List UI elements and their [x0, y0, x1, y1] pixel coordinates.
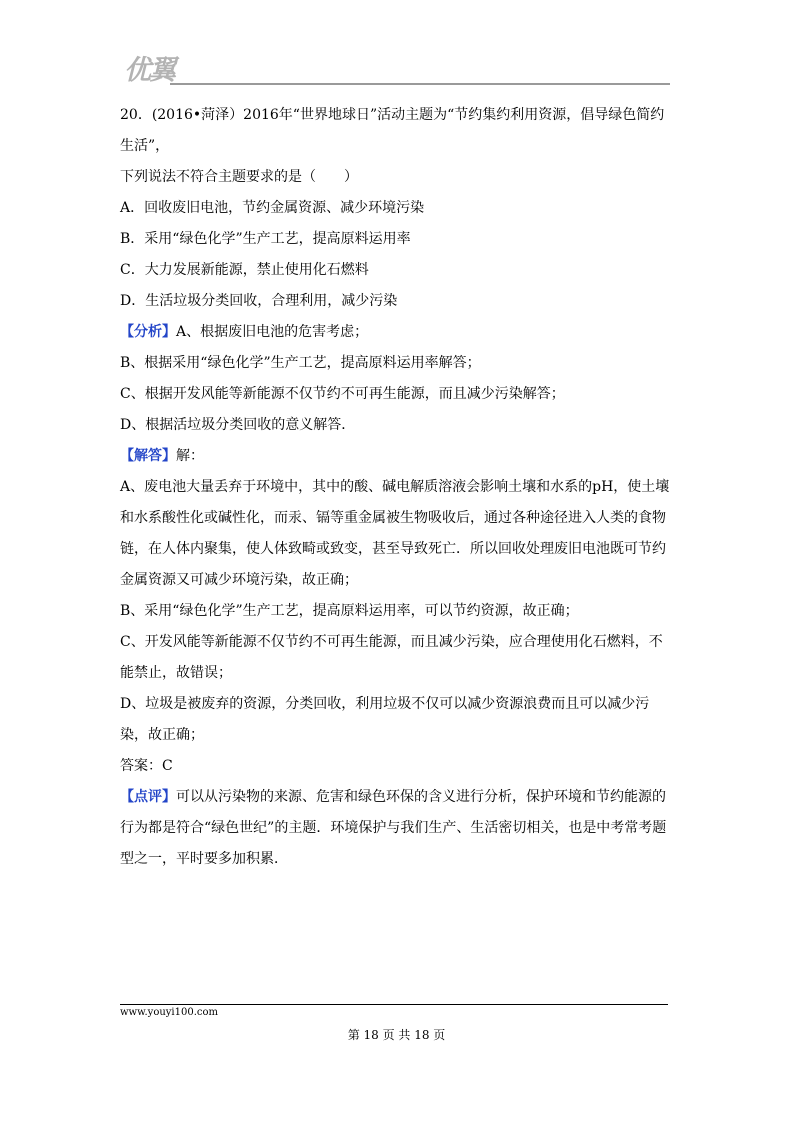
analysis-line-3: C、根据开发风能等新能源不仅节约不可再生能源，而且减少污染解答； — [120, 386, 565, 402]
analysis-text-a: A、根据废旧电池的危害考虑； — [176, 324, 369, 340]
option-c: C．大力发展新能源，禁止使用化石燃料 — [120, 262, 369, 278]
solution-a: A、废电池大量丢弃于环境中，其中的酸、碱电解质溶液会影响土壤和水系的pH，使土壤和水系酸性化或碱性化，而汞、镉等重金属被生物吸收后，通过各种途径进入人类的食物链，在人体内聚集，使人体致畸或致变，甚至导致死亡．所以回收处理废旧电池既可节约金属资源又可减少环境污染，故正确； — [120, 479, 670, 588]
comment-paragraph — [120, 782, 675, 875]
brand-logo: 优翼 — [124, 55, 174, 86]
header-divider — [170, 83, 670, 85]
question-content — [120, 100, 675, 875]
page-number: 第 18 页 共 18 页 — [347, 1028, 446, 1042]
question-stem-line-1: 20．(2016•菏泽）2016年“世界地球日”活动主题为“节约集约利用资源，倡导绿色简约生活”， — [120, 107, 665, 154]
question-stem-line-2: 下列说法不符合主题要求的是（ ） — [120, 169, 358, 185]
option-b: B．采用“绿色化学”生产工艺，提高原料运用率 — [120, 231, 411, 247]
solution-c: C、开发风能等新能源不仅节约不可再生能源，而且减少污染，应合理使用化石燃料，不能禁止，故错误； — [120, 634, 663, 681]
analysis-line-2: B、根据采用“绿色化学”生产工艺，提高原料运用率解答； — [120, 355, 481, 371]
answer-line: 答案：C — [120, 758, 173, 774]
comment-text: 可以从污染物的来源、危害和绿色环保的含义进行分析，保护环境和节约能源的行为都是符合“绿色世纪”的主题．环境保护与我们生产、生活密切相关，也是中考常考题型之一，平时要多加积累． — [120, 789, 667, 867]
analysis-tag: 【分析】 — [120, 324, 176, 340]
comment-tag: 【点评】 — [120, 789, 176, 805]
solution-intro: 解： — [176, 448, 204, 464]
footer-divider — [120, 1004, 668, 1005]
solution-heading — [120, 441, 675, 472]
analysis-line-4: D、根据活垃圾分类回收的意义解答． — [120, 417, 356, 433]
footer-url: www.youyi100.com — [120, 1007, 218, 1018]
solution-tag: 【解答】 — [120, 448, 176, 464]
solution-b: B、采用“绿色化学”生产工艺，提高原料运用率，可以节约资源，故正确； — [120, 603, 579, 619]
option-a: A．回收废旧电池，节约金属资源、减少环境污染 — [120, 200, 425, 216]
option-d: D．生活垃圾分类回收，合理利用，减少污染 — [120, 293, 398, 309]
analysis-line-1 — [120, 317, 675, 348]
solution-d: D、垃圾是被废弃的资源，分类回收，利用垃圾不仅可以减少资源浪费而且可以减少污染，故正确； — [120, 696, 650, 743]
